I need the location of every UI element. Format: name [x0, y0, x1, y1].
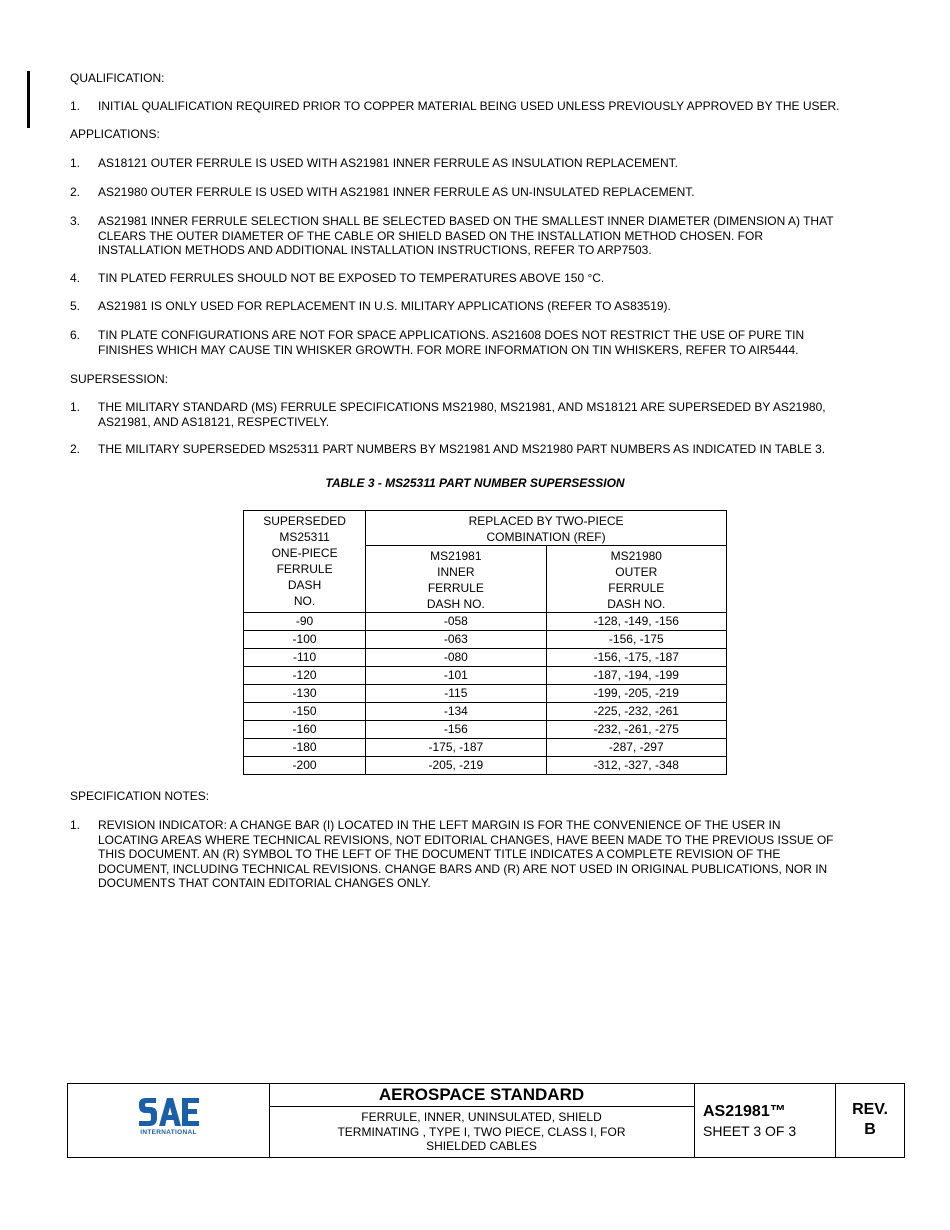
spec-notes-heading: SPECIFICATION NOTES:	[70, 789, 210, 803]
document-number: AS21981™	[703, 1103, 786, 1120]
item-text: REVISION INDICATOR: A CHANGE BAR (I) LOCATED IN THE LEFT MARGIN IS FOR THE CONVENIENCE OF THE USER IN LOCATING AREAS WHERE TECHNICAL REVISIONS, NOT EDITORIAL CHANGES, HAVE BEEN MADE TO THE PREVIOUS ISSUE OF THIS DOCUMENT. AN (R) SYMBOL TO THE LEFT OF THE DOCUMENT TITLE INDICATES A COMPLETE REVISION OF THE DOCUMENT, INCLUDING TECHNICAL REVISIONS. CHANGE BARS AND (R) ARE NOT USED IN ORIGINAL PUBLICATIONS, NOR IN DOCUMENTS THAT CONTAIN EDITORIAL CHANGES ONLY.	[98, 818, 834, 890]
header-outer: MS21980 OUTER FERRULE DASH NO.	[546, 546, 726, 613]
table-row	[244, 649, 727, 667]
cell-inner: -101	[366, 667, 546, 685]
header-superseded: SUPERSEDED MS25311 ONE-PIECE FERRULE DASH NO.	[244, 511, 366, 613]
cell-outer: -128, -149, -156	[546, 613, 726, 631]
document-title: FERRULE, INNER, UNINSULATED, SHIELD TERMINATING , TYPE I, TWO PIECE, CLASS I, FOR SHIELDED CABLES	[337, 1110, 626, 1153]
table-row	[244, 685, 727, 703]
cell-inner: -156	[366, 721, 546, 739]
cell-superseded: -120	[244, 667, 366, 685]
item-text: AS18121 OUTER FERRULE IS USED WITH AS21981 INNER FERRULE AS INSULATION REPLACEMENT.	[98, 156, 678, 170]
item-number: 1.	[70, 818, 81, 832]
revision-value: B	[864, 1121, 876, 1138]
item-number: 3.	[70, 214, 81, 228]
document-id-cell	[694, 1084, 836, 1157]
table-title: TABLE 3 - MS25311 PART NUMBER SUPERSESSION	[325, 476, 625, 490]
cell-inner: -175, -187	[366, 739, 546, 757]
title-block-center	[269, 1084, 695, 1157]
cell-inner: -058	[366, 613, 546, 631]
table-row	[244, 721, 727, 739]
cell-superseded: -180	[244, 739, 366, 757]
supersession-heading: SUPERSESSION:	[70, 372, 169, 386]
item-text: AS21981 INNER FERRULE SELECTION SHALL BE SELECTED BASED ON THE SMALLEST INNER DIAMETER (DIMENSION A) THAT CLEARS THE OUTER DIAMETER OF THE CABLE OR SHIELD BASED ON THE INSTALLATION METHOD CHOSEN. FOR INSTALLATION METHODS AND ADDITIONAL INSTALLATION INSTRUCTIONS, REFER TO ARP7503.	[98, 214, 834, 257]
cell-superseded: -200	[244, 757, 366, 775]
revision-cell	[835, 1084, 905, 1157]
item-number: 6.	[70, 328, 81, 342]
item-number: 5.	[70, 299, 81, 313]
item-text: TIN PLATE CONFIGURATIONS ARE NOT FOR SPACE APPLICATIONS. AS21608 DOES NOT RESTRICT THE USE OF PURE TIN FINISHES WHICH MAY CAUSE TIN WHISKER GROWTH. FOR MORE INFORMATION ON TIN WHISKERS, REFER TO AIR5444.	[98, 328, 805, 357]
cell-outer: -312, -327, -348	[546, 757, 726, 775]
header-replaced: REPLACED BY TWO-PIECE COMBINATION (REF)	[366, 511, 727, 546]
cell-superseded: -130	[244, 685, 366, 703]
table-row	[244, 703, 727, 721]
item-text: TIN PLATED FERRULES SHOULD NOT BE EXPOSED TO TEMPERATURES ABOVE 150 °C.	[98, 271, 605, 285]
cell-inner: -080	[366, 649, 546, 667]
cell-inner: -115	[366, 685, 546, 703]
table-row	[244, 613, 727, 631]
cell-superseded: -100	[244, 631, 366, 649]
table-row	[244, 667, 727, 685]
item-number: 1.	[70, 156, 81, 170]
item-number: 2.	[70, 442, 81, 456]
qualification-heading: QUALIFICATION:	[70, 71, 165, 85]
standard-type: AEROSPACE STANDARD	[269, 1084, 694, 1107]
item-text: THE MILITARY STANDARD (MS) FERRULE SPECIFICATIONS MS21980, MS21981, AND MS18121 ARE SUPERSEDED BY AS21980, AS21981, AND AS18121, RESPECTIVELY.	[98, 400, 826, 429]
cell-outer: -199, -205, -219	[546, 685, 726, 703]
item-number: 2.	[70, 185, 81, 199]
sheet-number: SHEET 3 OF 3	[703, 1123, 797, 1139]
applications-heading: APPLICATIONS:	[70, 127, 160, 141]
sae-logo-mark	[137, 1096, 201, 1128]
table-row	[244, 757, 727, 775]
item-text: THE MILITARY SUPERSEDED MS25311 PART NUMBERS BY MS21981 AND MS21980 PART NUMBERS AS INDICATED IN TABLE 3.	[98, 442, 826, 456]
cell-superseded: -110	[244, 649, 366, 667]
cell-superseded: -160	[244, 721, 366, 739]
supersession-table	[243, 510, 727, 775]
change-bar	[27, 71, 30, 128]
cell-superseded: -150	[244, 703, 366, 721]
title-block	[67, 1083, 905, 1158]
cell-superseded: -90	[244, 613, 366, 631]
cell-outer: -225, -232, -261	[546, 703, 726, 721]
cell-outer: -156, -175	[546, 631, 726, 649]
cell-inner: -063	[366, 631, 546, 649]
item-number: 4.	[70, 271, 81, 285]
table-row	[244, 631, 727, 649]
cell-inner: -134	[366, 703, 546, 721]
item-text: INITIAL QUALIFICATION REQUIRED PRIOR TO COPPER MATERIAL BEING USED UNLESS PREVIOUSLY APPROVED BY THE USER.	[98, 99, 840, 113]
cell-inner: -205, -219	[366, 757, 546, 775]
cell-outer: -187, -194, -199	[546, 667, 726, 685]
header-inner: MS21981 INNER FERRULE DASH NO.	[366, 546, 546, 613]
revision-label: REV.	[852, 1101, 888, 1118]
item-text: AS21981 IS ONLY USED FOR REPLACEMENT IN U.S. MILITARY APPLICATIONS (REFER TO AS83519).	[98, 299, 671, 313]
sae-logo-subtitle: INTERNATIONAL	[140, 1129, 197, 1136]
cell-outer: -232, -261, -275	[546, 721, 726, 739]
cell-outer: -156, -175, -187	[546, 649, 726, 667]
item-text: AS21980 OUTER FERRULE IS USED WITH AS21981 INNER FERRULE AS UN-INSULATED REPLACEMENT.	[98, 185, 695, 199]
item-number: 1.	[70, 400, 81, 414]
table-row	[244, 739, 727, 757]
cell-outer: -287, -297	[546, 739, 726, 757]
sae-logo	[68, 1084, 270, 1157]
item-number: 1.	[70, 99, 81, 113]
